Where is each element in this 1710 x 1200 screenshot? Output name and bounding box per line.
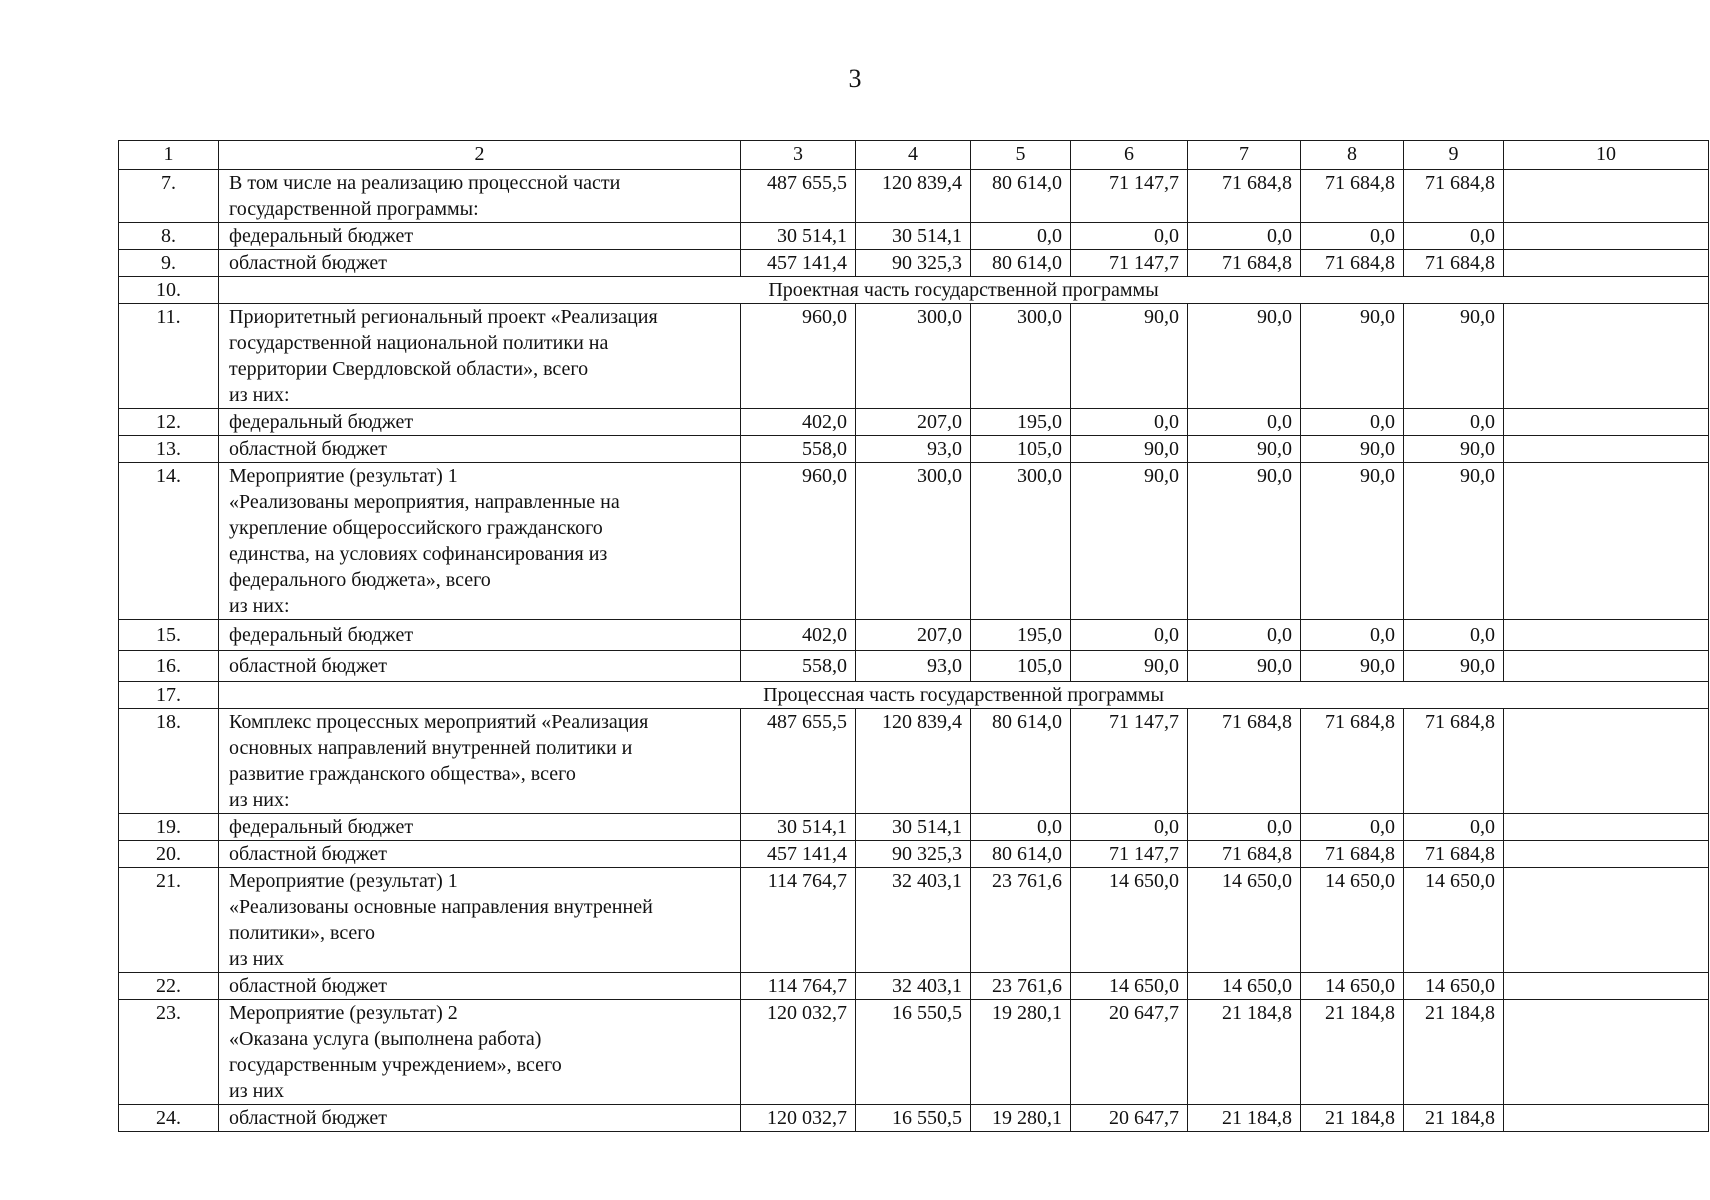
value-cell: 120 032,7 [741, 1105, 856, 1132]
value-cell: 21 184,8 [1404, 1000, 1504, 1105]
value-cell [1504, 620, 1709, 651]
column-header: 4 [856, 141, 971, 170]
table-row [119, 1000, 1709, 1105]
column-header: 5 [971, 141, 1071, 170]
section-title: Проектная часть государственной программы [219, 277, 1709, 304]
value-cell: 0,0 [1188, 814, 1301, 841]
row-number: 12. [119, 409, 219, 436]
row-name: Мероприятие (результат) 1 «Реализованы основные направления внутренней политики», всего из них [219, 868, 741, 973]
value-cell: 300,0 [971, 304, 1071, 409]
value-cell: 90,0 [1071, 436, 1188, 463]
value-cell [1504, 1105, 1709, 1132]
value-cell: 0,0 [1404, 620, 1504, 651]
row-number: 11. [119, 304, 219, 409]
value-cell: 300,0 [856, 304, 971, 409]
value-cell: 71 684,8 [1301, 250, 1404, 277]
row-number: 16. [119, 651, 219, 682]
row-name: федеральный бюджет [219, 814, 741, 841]
row-name: федеральный бюджет [219, 409, 741, 436]
value-cell [1504, 409, 1709, 436]
value-cell: 0,0 [1188, 223, 1301, 250]
value-cell: 90,0 [1188, 651, 1301, 682]
value-cell: 80 614,0 [971, 170, 1071, 223]
value-cell: 0,0 [1404, 814, 1504, 841]
row-number: 7. [119, 170, 219, 223]
table-row [119, 841, 1709, 868]
row-name: областной бюджет [219, 841, 741, 868]
table-row [119, 709, 1709, 814]
value-cell [1504, 436, 1709, 463]
value-cell: 90,0 [1301, 463, 1404, 620]
value-cell: 71 684,8 [1404, 841, 1504, 868]
value-cell [1504, 223, 1709, 250]
value-cell: 21 184,8 [1301, 1000, 1404, 1105]
value-cell: 120 032,7 [741, 1000, 856, 1105]
value-cell: 14 650,0 [1071, 973, 1188, 1000]
row-name: Мероприятие (результат) 1 «Реализованы мероприятия, направленные на укрепление общероссийского гражданского единства, на условиях софинансирования из федерального бюджета», всего из них: [219, 463, 741, 620]
value-cell: 71 684,8 [1404, 709, 1504, 814]
value-cell: 300,0 [856, 463, 971, 620]
value-cell: 90,0 [1301, 651, 1404, 682]
value-cell: 21 184,8 [1301, 1105, 1404, 1132]
value-cell [1504, 304, 1709, 409]
column-header: 8 [1301, 141, 1404, 170]
value-cell: 90,0 [1404, 463, 1504, 620]
budget-table [118, 140, 1709, 1132]
value-cell: 558,0 [741, 651, 856, 682]
row-number: 19. [119, 814, 219, 841]
value-cell: 0,0 [1071, 409, 1188, 436]
section-row [119, 682, 1709, 709]
value-cell: 487 655,5 [741, 170, 856, 223]
value-cell: 71 147,7 [1071, 709, 1188, 814]
value-cell: 16 550,5 [856, 1105, 971, 1132]
value-cell: 0,0 [971, 814, 1071, 841]
row-number: 15. [119, 620, 219, 651]
column-header: 1 [119, 141, 219, 170]
row-number: 23. [119, 1000, 219, 1105]
value-cell: 195,0 [971, 620, 1071, 651]
value-cell: 0,0 [1301, 620, 1404, 651]
table-row [119, 170, 1709, 223]
value-cell [1504, 814, 1709, 841]
value-cell: 32 403,1 [856, 868, 971, 973]
section-row [119, 277, 1709, 304]
value-cell: 71 684,8 [1301, 841, 1404, 868]
value-cell: 0,0 [1301, 814, 1404, 841]
value-cell: 90,0 [1188, 304, 1301, 409]
value-cell: 114 764,7 [741, 868, 856, 973]
row-name: областной бюджет [219, 651, 741, 682]
value-cell: 14 650,0 [1188, 868, 1301, 973]
value-cell: 71 684,8 [1188, 250, 1301, 277]
value-cell: 90,0 [1071, 304, 1188, 409]
row-number: 8. [119, 223, 219, 250]
table-row [119, 223, 1709, 250]
value-cell: 23 761,6 [971, 868, 1071, 973]
page-number: 3 [848, 64, 862, 93]
value-cell: 71 684,8 [1301, 709, 1404, 814]
column-header: 9 [1404, 141, 1504, 170]
value-cell: 80 614,0 [971, 709, 1071, 814]
value-cell: 300,0 [971, 463, 1071, 620]
value-cell: 71 147,7 [1071, 250, 1188, 277]
value-cell: 457 141,4 [741, 841, 856, 868]
row-number: 9. [119, 250, 219, 277]
value-cell: 207,0 [856, 620, 971, 651]
value-cell: 90,0 [1404, 436, 1504, 463]
value-cell: 457 141,4 [741, 250, 856, 277]
value-cell [1504, 841, 1709, 868]
value-cell: 71 684,8 [1188, 709, 1301, 814]
value-cell: 30 514,1 [856, 814, 971, 841]
row-name: областной бюджет [219, 1105, 741, 1132]
row-number: 21. [119, 868, 219, 973]
table-row [119, 973, 1709, 1000]
table-row [119, 814, 1709, 841]
column-header: 10 [1504, 141, 1709, 170]
value-cell: 90 325,3 [856, 250, 971, 277]
value-cell: 195,0 [971, 409, 1071, 436]
value-cell: 402,0 [741, 620, 856, 651]
value-cell: 90,0 [1404, 304, 1504, 409]
value-cell: 487 655,5 [741, 709, 856, 814]
row-number: 24. [119, 1105, 219, 1132]
row-number: 14. [119, 463, 219, 620]
value-cell: 90,0 [1188, 436, 1301, 463]
table-row [119, 304, 1709, 409]
value-cell: 21 184,8 [1188, 1105, 1301, 1132]
value-cell: 32 403,1 [856, 973, 971, 1000]
column-header: 2 [219, 141, 741, 170]
value-cell: 0,0 [1071, 620, 1188, 651]
value-cell: 21 184,8 [1404, 1105, 1504, 1132]
value-cell: 71 684,8 [1404, 250, 1504, 277]
value-cell: 0,0 [1301, 409, 1404, 436]
value-cell [1504, 170, 1709, 223]
section-title: Процессная часть государственной программы [219, 682, 1709, 709]
column-header: 7 [1188, 141, 1301, 170]
value-cell: 114 764,7 [741, 973, 856, 1000]
value-cell: 30 514,1 [856, 223, 971, 250]
value-cell: 71 684,8 [1188, 841, 1301, 868]
value-cell: 90,0 [1404, 651, 1504, 682]
value-cell: 14 650,0 [1301, 973, 1404, 1000]
value-cell: 30 514,1 [741, 814, 856, 841]
value-cell: 105,0 [971, 436, 1071, 463]
value-cell: 207,0 [856, 409, 971, 436]
value-cell: 90,0 [1301, 304, 1404, 409]
value-cell [1504, 651, 1709, 682]
row-name: Приоритетный региональный проект «Реализация государственной национальной политики на территории Свердловской области», всего из них: [219, 304, 741, 409]
row-name: федеральный бюджет [219, 620, 741, 651]
value-cell: 19 280,1 [971, 1105, 1071, 1132]
value-cell: 120 839,4 [856, 170, 971, 223]
row-name: областной бюджет [219, 973, 741, 1000]
table-row [119, 620, 1709, 651]
value-cell [1504, 973, 1709, 1000]
value-cell: 14 650,0 [1188, 973, 1301, 1000]
value-cell: 90,0 [1188, 463, 1301, 620]
value-cell: 120 839,4 [856, 709, 971, 814]
value-cell: 0,0 [1071, 814, 1188, 841]
column-header: 3 [741, 141, 856, 170]
value-cell: 71 684,8 [1188, 170, 1301, 223]
row-number: 20. [119, 841, 219, 868]
row-name: федеральный бюджет [219, 223, 741, 250]
table-row [119, 463, 1709, 620]
value-cell: 93,0 [856, 651, 971, 682]
value-cell: 960,0 [741, 304, 856, 409]
value-cell [1504, 1000, 1709, 1105]
value-cell [1504, 250, 1709, 277]
row-number: 17. [119, 682, 219, 709]
value-cell: 14 650,0 [1404, 973, 1504, 1000]
value-cell: 0,0 [1404, 409, 1504, 436]
row-number: 22. [119, 973, 219, 1000]
value-cell: 402,0 [741, 409, 856, 436]
value-cell: 21 184,8 [1188, 1000, 1301, 1105]
value-cell: 0,0 [971, 223, 1071, 250]
value-cell: 90,0 [1071, 651, 1188, 682]
value-cell: 90 325,3 [856, 841, 971, 868]
row-name: Комплекс процессных мероприятий «Реализация основных направлений внутренней политики и развитие гражданского общества», всего из них: [219, 709, 741, 814]
value-cell: 19 280,1 [971, 1000, 1071, 1105]
table-row [119, 868, 1709, 973]
value-cell: 105,0 [971, 651, 1071, 682]
value-cell: 80 614,0 [971, 841, 1071, 868]
table-row [119, 1105, 1709, 1132]
value-cell: 14 650,0 [1301, 868, 1404, 973]
value-cell: 14 650,0 [1404, 868, 1504, 973]
value-cell: 14 650,0 [1071, 868, 1188, 973]
value-cell: 16 550,5 [856, 1000, 971, 1105]
value-cell: 71 684,8 [1301, 170, 1404, 223]
value-cell [1504, 463, 1709, 620]
value-cell [1504, 868, 1709, 973]
column-header: 6 [1071, 141, 1188, 170]
value-cell: 80 614,0 [971, 250, 1071, 277]
value-cell: 71 684,8 [1404, 170, 1504, 223]
value-cell: 93,0 [856, 436, 971, 463]
value-cell: 0,0 [1188, 409, 1301, 436]
table-row [119, 409, 1709, 436]
value-cell: 90,0 [1071, 463, 1188, 620]
value-cell: 71 147,7 [1071, 170, 1188, 223]
row-name: Мероприятие (результат) 2 «Оказана услуга (выполнена работа) государственным учреждением», всего из них [219, 1000, 741, 1105]
table-row [119, 250, 1709, 277]
value-cell: 71 147,7 [1071, 841, 1188, 868]
value-cell: 20 647,7 [1071, 1000, 1188, 1105]
value-cell [1504, 709, 1709, 814]
value-cell: 0,0 [1188, 620, 1301, 651]
row-name: областной бюджет [219, 250, 741, 277]
value-cell: 0,0 [1301, 223, 1404, 250]
row-number: 13. [119, 436, 219, 463]
table-row [119, 651, 1709, 682]
value-cell: 0,0 [1071, 223, 1188, 250]
value-cell: 23 761,6 [971, 973, 1071, 1000]
row-name: областной бюджет [219, 436, 741, 463]
row-name: В том числе на реализацию процессной части государственной программы: [219, 170, 741, 223]
value-cell: 0,0 [1404, 223, 1504, 250]
value-cell: 558,0 [741, 436, 856, 463]
table-row [119, 436, 1709, 463]
table-header-row [119, 141, 1709, 170]
value-cell: 30 514,1 [741, 223, 856, 250]
value-cell: 20 647,7 [1071, 1105, 1188, 1132]
value-cell: 960,0 [741, 463, 856, 620]
row-number: 10. [119, 277, 219, 304]
value-cell: 90,0 [1301, 436, 1404, 463]
row-number: 18. [119, 709, 219, 814]
